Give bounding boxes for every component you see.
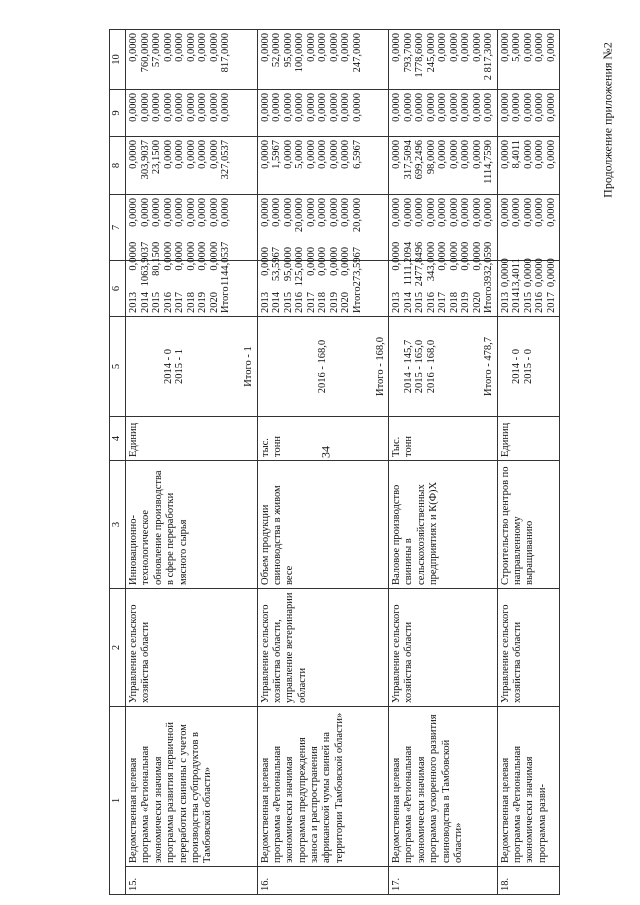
- col10-values-value: 0,0000: [317, 33, 328, 62]
- col6-values-value: 0,0000: [305, 247, 317, 276]
- indicator: Строительство центров по направленному выращиванию: [497, 461, 560, 589]
- target-values-value: [140, 320, 152, 413]
- col6-values-value: 343,0000: [425, 241, 437, 282]
- years-value: 2014: [511, 292, 522, 313]
- col6-values-value: 53,5967: [271, 247, 282, 282]
- col7-values-value: 0,0000: [425, 198, 437, 227]
- col8-values-value: 0,0000: [128, 140, 139, 169]
- unit: Единиц: [126, 417, 258, 461]
- funding-total-cell: [126, 241, 258, 317]
- col8-values-value: 8,4011: [511, 140, 522, 169]
- col6-values-value: 0,0000: [317, 247, 328, 276]
- col7-values-value: 0,0000: [402, 198, 414, 227]
- target-values: [497, 317, 560, 417]
- col7-values-value: 0,0000: [305, 198, 317, 227]
- col6-values-value: 3932,0590: [483, 241, 494, 287]
- col6-values-value: 1111,2094: [402, 241, 414, 286]
- col9-values-value: 0,0000: [437, 93, 448, 122]
- executor: Управление сельского хозяйства области: [126, 589, 258, 707]
- row-number: 15.: [126, 867, 258, 895]
- col-header-3: 3: [110, 461, 126, 589]
- years-value: 2016: [162, 292, 174, 313]
- col9-values-value: 0,0000: [208, 93, 220, 122]
- years-value: 2016: [294, 292, 305, 313]
- col10-values-value: 0,0000: [128, 33, 139, 62]
- col6-list: [391, 242, 495, 287]
- col10-values-value: 0,0000: [328, 33, 340, 62]
- col9-values: [257, 90, 389, 137]
- col10-values-value: 0,0000: [545, 33, 557, 62]
- funding-total-cell: [257, 247, 389, 317]
- year-list: [260, 286, 364, 313]
- col8-values-value: 23,1500: [151, 140, 162, 175]
- col7-values-value: 0,0000: [162, 198, 174, 227]
- col7-values-value: 0,0000: [499, 198, 511, 227]
- years-value: 2013: [391, 292, 402, 313]
- col7-values-value: 0,0000: [391, 198, 402, 227]
- col10-values-value: 0,0000: [522, 33, 534, 62]
- target-values-value: Итого - 1: [243, 346, 254, 387]
- col6-values-value: 13,4011: [511, 258, 522, 292]
- col10-values-value: 5,0000: [511, 33, 522, 62]
- row-number: 16.: [257, 867, 389, 895]
- col-header-6: 6: [110, 261, 126, 317]
- col9-values-value: 0,0000: [448, 93, 460, 122]
- col8-values-value: 0,0000: [534, 140, 545, 169]
- target-values-value: [437, 320, 449, 413]
- years-value: 2017: [305, 292, 317, 313]
- col7-values-value: 0,0000: [151, 198, 162, 227]
- target-values-value: [151, 320, 163, 413]
- col7-values-value: 0,0000: [340, 198, 351, 227]
- target-values-value: [472, 320, 484, 413]
- col10-values-value: 0,0000: [460, 33, 471, 62]
- executor: Управление сельского хозяйства области, управление ветеринарии области: [257, 589, 389, 707]
- target-values-value: 2016 - 168,0: [425, 339, 437, 394]
- col9-values-value: 0,0000: [220, 93, 231, 122]
- col10-values-value: 0,0000: [174, 33, 185, 62]
- col10-values-value: 0,0000: [259, 33, 271, 62]
- col6-values-value: 0,0000: [499, 258, 511, 288]
- years-value: 2019: [197, 292, 208, 313]
- col9-values: [389, 90, 498, 137]
- col9-values-value: 0,0000: [305, 93, 317, 122]
- years-value: 2017: [545, 292, 557, 313]
- target-values: [126, 317, 258, 417]
- col-header-7: 7: [110, 195, 126, 261]
- col8-values-value: 0,0000: [328, 140, 340, 169]
- col8-values-value: 1,5967: [271, 140, 282, 169]
- indicator: Объем продукции свиноводства в живом весе: [257, 461, 389, 589]
- col8-values-value: 0,0000: [259, 140, 271, 169]
- col-header-8: 8: [110, 137, 126, 195]
- col8-values-value: 0,0000: [185, 140, 197, 169]
- years-value: 2013: [128, 292, 139, 313]
- col6-values-value: 2477,8496: [414, 241, 425, 287]
- years-value: 2016: [534, 292, 545, 313]
- col10-values-value: 0,0000: [471, 33, 483, 62]
- target-values-value: Итого - 478,7: [483, 337, 494, 396]
- col8-values-value: 0,0000: [162, 140, 174, 169]
- years-value: 2016: [425, 292, 437, 313]
- col9-values-value: 0,0000: [259, 93, 271, 122]
- col7-values-value: 0,0000: [328, 198, 340, 227]
- col10-values-value: 0,0000: [197, 33, 208, 62]
- year-list: [500, 292, 558, 313]
- years-value: 2014: [271, 292, 282, 313]
- years-value: Итого: [220, 286, 231, 313]
- col10-values-value: 245,0000: [425, 33, 437, 73]
- col7-values-value: 0,0000: [197, 198, 208, 227]
- col-header-9: 9: [110, 90, 126, 137]
- years-value: 2018: [185, 292, 197, 313]
- target-values: [257, 317, 389, 417]
- years-value: 2015: [522, 292, 534, 313]
- col9-values-value: 0,0000: [151, 93, 162, 122]
- table-row: [497, 30, 560, 895]
- col-header-1: 1: [110, 707, 126, 895]
- years-value: 2020: [340, 292, 351, 313]
- col7-values-value: 0,0000: [460, 198, 471, 227]
- col7-values-value: 0,0000: [208, 198, 220, 227]
- target-values-value: [220, 320, 232, 413]
- years-value: 2020: [208, 292, 220, 313]
- col8-values-value: 0,0000: [317, 140, 328, 169]
- col6-list: [260, 247, 364, 286]
- col8-values: [497, 137, 560, 195]
- col6-values-value: 0,0000: [208, 241, 220, 271]
- col6-values-value: 0,0000: [448, 241, 460, 271]
- col8-values-value: 0,0000: [471, 140, 483, 169]
- row-number: 17.: [389, 867, 498, 895]
- unit: Единиц: [497, 417, 560, 461]
- program-table-frame: [109, 30, 557, 895]
- executor: Управление сельского хозяйства области: [389, 589, 498, 707]
- col7-values-value: 0,0000: [511, 198, 522, 227]
- target-values-value: 2015 - 165,0: [414, 339, 425, 394]
- target-values-value: [260, 320, 272, 413]
- col6-values-value: 0,0000: [197, 241, 208, 271]
- col8-values-value: 0,0000: [208, 140, 220, 169]
- col8-values: [257, 137, 389, 195]
- col8-values-value: 1114,7590: [483, 140, 494, 184]
- col8-values-value: 0,0000: [460, 140, 471, 169]
- table-row: [126, 30, 258, 895]
- col10-values-value: 2 817,3000: [483, 33, 494, 81]
- col9-values-value: 0,0000: [185, 93, 197, 122]
- target-values-value: [449, 320, 461, 413]
- col6-values-value: 0,0000: [391, 241, 402, 271]
- target-values-value: [329, 320, 341, 413]
- col7-values-value: 0,0000: [534, 198, 545, 227]
- col9-values-value: 0,0000: [174, 93, 185, 122]
- col8-values-value: 0,0000: [174, 140, 185, 169]
- col9-values-value: 0,0000: [402, 93, 414, 122]
- col10-values-value: 817,0000: [220, 33, 231, 73]
- col8-values-value: 0,0000: [545, 140, 557, 169]
- col7-values-value: 0,0000: [139, 198, 151, 227]
- col7-values-value: 0,0000: [271, 198, 282, 227]
- col6-values-value: 0,0000: [471, 241, 483, 271]
- col10-values-value: 760,0000: [139, 33, 151, 73]
- col6-list: [500, 258, 558, 292]
- col9-values: [126, 90, 258, 137]
- col6-values-value: 273,5967: [351, 247, 363, 287]
- col10-values-value: 95,0000: [282, 33, 294, 68]
- col9-values-value: 0,0000: [425, 93, 437, 122]
- col8-values-value: 327,0537: [220, 140, 231, 180]
- col10-values: [389, 30, 498, 90]
- target-values-value: Итого - 168,0: [374, 337, 386, 396]
- col9-values-value: 0,0000: [460, 93, 471, 122]
- col9-values-value: 0,0000: [128, 93, 139, 122]
- years-value: Итого: [351, 286, 363, 313]
- col6-values-value: 1144,0537: [220, 241, 231, 287]
- col8-values: [126, 137, 258, 195]
- col7-values-value: 0,0000: [220, 198, 231, 227]
- col9-values-value: 0,0000: [162, 93, 174, 122]
- col6-values-value: 95,0000: [282, 247, 294, 282]
- col10-values-value: 0,0000: [448, 33, 460, 62]
- col10-values-value: 57,0000: [151, 33, 162, 68]
- col10-values-value: 247,0000: [351, 33, 363, 73]
- years-value: 2019: [328, 292, 340, 313]
- col10-values-value: 0,0000: [499, 33, 511, 62]
- col8-values-value: 0,0000: [305, 140, 317, 169]
- years-value: 2014: [139, 292, 151, 313]
- col-header-5: 5: [110, 317, 126, 417]
- col9-values-value: 0,0000: [271, 93, 282, 122]
- col7-values-value: 0,0000: [185, 198, 197, 227]
- years-value: 2020: [471, 292, 483, 313]
- col10-values-value: 0,0000: [391, 33, 402, 62]
- target-values-value: [128, 320, 140, 413]
- target-values-value: [391, 320, 403, 413]
- col7-values-value: 0,0000: [128, 198, 139, 227]
- table-row: [257, 30, 389, 895]
- col8-values-value: 0,0000: [340, 140, 351, 169]
- unit: тыс. тонн: [257, 417, 389, 461]
- col10-values: [497, 30, 560, 90]
- col6-values-value: 1063,9037: [139, 241, 151, 287]
- years-value: 2015: [151, 292, 162, 313]
- col7-values-value: 20,0000: [351, 198, 363, 233]
- col7-values: [497, 195, 560, 261]
- col6-values-value: 0,0000: [259, 247, 271, 276]
- col6-values-value: 0,0000: [185, 241, 197, 271]
- col6-values-value: 0,0000: [174, 241, 185, 271]
- col9-values-value: 0,0000: [522, 93, 534, 122]
- col8-values-value: 6,5967: [351, 140, 363, 169]
- col8-values-value: 303,9037: [139, 140, 151, 180]
- col7-values-value: 0,0000: [259, 198, 271, 227]
- target-values-value: [271, 320, 283, 413]
- target-values: [389, 317, 498, 417]
- col9-values-value: 0,0000: [534, 93, 545, 122]
- executor: Управление сельского хозяйства области: [497, 589, 560, 707]
- col9-values-value: 0,0000: [139, 93, 151, 122]
- col-header-2: 2: [110, 589, 126, 707]
- col8-values-value: 0,0000: [448, 140, 460, 169]
- program-name: Ведомственная целевая программа «Региональная экономически значимая программа разви-: [497, 707, 560, 867]
- col8-values-value: 0,0000: [197, 140, 208, 169]
- col6-values-value: 0,0000: [522, 258, 534, 288]
- col6-values-value: 0,0000: [460, 241, 471, 271]
- target-values-value: 2015 - 1: [174, 349, 185, 384]
- target-values-value: [340, 320, 352, 413]
- col6-values-value: 0,0000: [437, 241, 448, 271]
- col7-values-value: 0,0000: [174, 198, 185, 227]
- years-value: 2015: [414, 292, 425, 313]
- years-value: 2018: [317, 292, 328, 313]
- program-name: Ведомственная целевая программа «Региональная экономически значимая программа ускоренного развития свиноводства в Тамбовской области»: [389, 707, 498, 867]
- col8-values: [389, 137, 498, 195]
- col8-values-value: 699,2496: [414, 140, 425, 180]
- years-value: Итого: [483, 286, 494, 313]
- years-value: 2017: [437, 292, 448, 313]
- col7-values-value: 0,0000: [414, 198, 425, 227]
- col10-values-value: 0,0000: [208, 33, 220, 62]
- indicator: Валовое производство свинины в сельскохозяйственных предприятиях и К(Ф)Х: [389, 461, 498, 589]
- col8-values-value: 5,0000: [294, 140, 305, 169]
- years-value: 2013: [259, 292, 271, 313]
- col9-values-value: 0,0000: [197, 93, 208, 122]
- col6-values-value: 0,0000: [328, 247, 340, 276]
- years-value: 2017: [174, 292, 185, 313]
- col6-values-value: 125,0000: [294, 247, 305, 287]
- col7-values-value: 0,0000: [522, 198, 534, 227]
- target-values-value: [283, 320, 295, 413]
- col8-values-value: 98,0000: [425, 140, 437, 175]
- program-table: [109, 29, 560, 895]
- appendix-continuation-label: Продолжение приложения №2: [600, 42, 615, 198]
- year-list: [128, 286, 232, 313]
- target-values-value: [500, 320, 512, 413]
- col9-values-value: 0,0000: [471, 93, 483, 122]
- target-values-value: [209, 320, 221, 413]
- target-values-value: [294, 320, 306, 413]
- years-value: 2013: [499, 292, 511, 313]
- col9-values-value: 0,0000: [294, 93, 305, 122]
- col6-values-value: 0,0000: [545, 258, 557, 288]
- col7-values-value: 0,0000: [317, 198, 328, 227]
- col9-values-value: 0,0000: [340, 93, 351, 122]
- target-values-value: [460, 320, 472, 413]
- col10-values: [257, 30, 389, 90]
- unit: Тыс. тонн: [389, 417, 498, 461]
- col9-values-value: 0,0000: [414, 93, 425, 122]
- col9-values-value: 0,0000: [483, 93, 494, 122]
- col10-values-value: 1778,6000: [414, 33, 425, 78]
- col8-values-value: 0,0000: [391, 140, 402, 169]
- col9-values-value: 0,0000: [499, 93, 511, 122]
- target-values-value: [352, 320, 364, 413]
- col-header-10: 10: [110, 30, 126, 90]
- col7-values-value: 0,0000: [545, 198, 557, 227]
- col10-values-value: 0,0000: [340, 33, 351, 62]
- target-values-value: [186, 320, 198, 413]
- col9-values-value: 0,0000: [545, 93, 557, 122]
- target-values-value: 2016 - 168,0: [317, 339, 328, 394]
- years-value: 2019: [460, 292, 471, 313]
- program-rows: [126, 30, 560, 895]
- indicator: Инновационно-технологическое обновление производства в сфере переработки мясного сырья: [126, 461, 258, 589]
- col10-values-value: 0,0000: [162, 33, 174, 62]
- year-list: [391, 286, 495, 313]
- col6-list: [128, 242, 232, 287]
- target-values-value: 2014 - 145,7: [402, 339, 414, 394]
- col8-values-value: 0,0000: [437, 140, 448, 169]
- col9-values-value: 0,0000: [351, 93, 363, 122]
- col8-values-value: 0,0000: [499, 140, 511, 169]
- col10-values-value: 0,0000: [534, 33, 545, 62]
- col9-values-value: 0,0000: [391, 93, 402, 122]
- col8-values-value: 0,0000: [282, 140, 294, 169]
- table-row: [389, 30, 498, 895]
- col9-values-value: 0,0000: [511, 93, 522, 122]
- col6-values-value: 0,0000: [340, 247, 351, 276]
- funding-total-cell: [497, 258, 560, 317]
- col10-values-value: 0,0000: [437, 33, 448, 62]
- target-values-value: [306, 320, 318, 413]
- target-values-value: 2014 - 0: [162, 349, 174, 384]
- col7-values-value: 20,0000: [294, 198, 305, 233]
- column-number-row: [110, 30, 126, 895]
- col6-values-value: 80,1500: [151, 241, 162, 276]
- col8-values-value: 317,5094: [402, 140, 414, 180]
- target-values-value: 2015 - 0: [522, 349, 534, 384]
- col10-values-value: 100,0000: [294, 33, 305, 73]
- col9-values-value: 0,0000: [328, 93, 340, 122]
- col7-values-value: 0,0000: [437, 198, 448, 227]
- col-header-4: 4: [110, 417, 126, 461]
- col10-values-value: 52,0000: [271, 33, 282, 68]
- col8-values-value: 0,0000: [522, 140, 534, 169]
- col10-values-value: 0,0000: [185, 33, 197, 62]
- col10-values: [126, 30, 258, 90]
- col7-values-value: 0,0000: [448, 198, 460, 227]
- target-values-value: [363, 320, 375, 413]
- col9-values-value: 0,0000: [282, 93, 294, 122]
- col9-values: [497, 90, 560, 137]
- program-name: Ведомственная целевая программа «Региональная экономически значимая программа предупреждения заноса и распространения африканской чумы свиней на территории Тамбовской области»: [257, 707, 389, 867]
- funding-total-cell: [389, 241, 498, 317]
- col6-values-value: 0,0000: [162, 241, 174, 271]
- col10-values-value: 793,7000: [402, 33, 414, 73]
- col6-values-value: 0,0000: [128, 241, 139, 271]
- row-number: 18.: [497, 867, 560, 895]
- col7-values-value: 0,0000: [282, 198, 294, 227]
- years-value: 2014: [402, 292, 414, 313]
- col6-values-value: 0,0000: [534, 258, 545, 288]
- col10-values-value: 0,0000: [305, 33, 317, 62]
- years-value: 2018: [448, 292, 460, 313]
- target-values-value: [232, 320, 244, 413]
- program-name: Ведомственная целевая программа «Региональная экономически значимая программа развития первичной переработки свинины с учетом производства субпродуктов в Тамбовской области»: [126, 707, 258, 867]
- target-values-value: 2014 - 0: [511, 349, 522, 384]
- col7-values-value: 0,0000: [471, 198, 483, 227]
- page-number: 34: [318, 446, 333, 458]
- target-values-value: [197, 320, 209, 413]
- col7-values-value: 0,0000: [483, 198, 494, 227]
- col9-values-value: 0,0000: [317, 93, 328, 122]
- years-value: 2015: [282, 292, 294, 313]
